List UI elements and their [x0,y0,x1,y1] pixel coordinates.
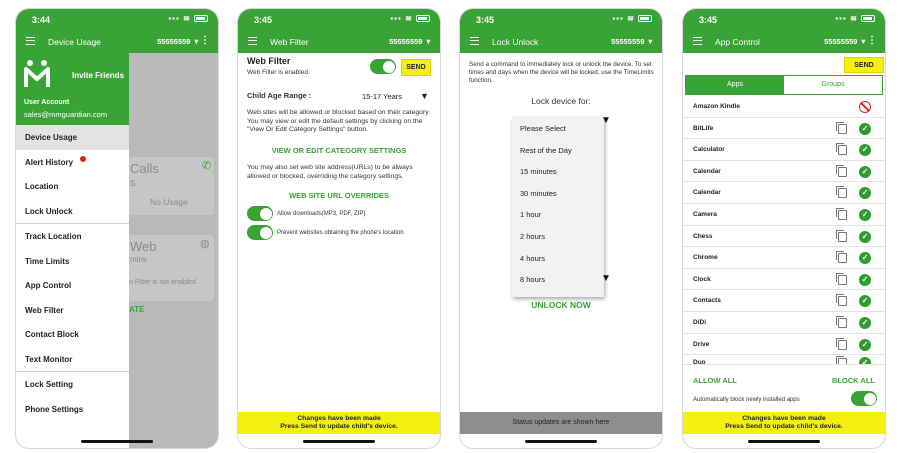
drawer-item-label: App Control [25,281,72,290]
app-bar [683,31,885,53]
tab-apps[interactable]: Apps [686,76,784,94]
device-id: 55555559 [611,37,645,46]
drawer-item-label: Contact Block [25,330,79,339]
copy-icon[interactable] [838,145,847,155]
copy-icon[interactable] [838,340,847,350]
url-overrides-button[interactable]: WEB SITE URL OVERRIDES [289,191,389,200]
phone-app-control [682,8,886,449]
allowed-check-icon[interactable]: ✓ [859,252,871,264]
allow-downloads-toggle[interactable] [247,206,273,221]
update-link: ATE [129,305,145,314]
app-bar [460,31,662,53]
status-bar [683,9,885,31]
page-title: Device Usage [48,37,101,47]
app-row-calendar [683,161,885,183]
menu-icon[interactable] [248,37,257,45]
allowed-check-icon[interactable]: ✓ [859,123,871,135]
allowed-check-icon[interactable]: ✓ [859,295,871,307]
device-id: 55555559 [389,37,423,46]
drawer-item-label: Phone Settings [25,404,84,414]
changes-banner [683,412,885,434]
menu-icon[interactable] [693,37,702,45]
copy-icon[interactable] [838,210,847,220]
device-selector[interactable]: 55555559 ▼ [824,37,867,46]
tab-groups[interactable]: Groups [784,76,882,94]
menu-icon[interactable] [470,37,479,45]
status-updates-bar: Status updates are shown here [460,412,662,434]
home-indicator [748,440,820,443]
drawer-item-track-location[interactable] [16,224,129,249]
app-name: Chess [693,232,713,240]
app-name: Drive [693,340,710,348]
notification-dot [80,156,86,162]
calls-sub: s [130,177,136,189]
allowed-check-icon[interactable]: ✓ [859,317,871,329]
home-indicator [81,440,153,443]
url-override-description: You may also set web site address(URLs) to be always allowed or blocked, overriding the category settings. [247,164,413,180]
copy-icon[interactable] [838,188,847,198]
app-row-contacts [683,290,885,312]
drawer-item-device-usage[interactable] [16,125,129,150]
drawer-item-location[interactable] [16,174,129,199]
drawer-item-label: Lock Setting [25,380,74,389]
app-name: Clock [693,275,711,283]
web-filter-toggle[interactable] [370,59,396,74]
device-selector[interactable]: 55555559 ▼ [157,37,200,46]
copy-icon[interactable] [838,253,847,263]
home-indicator [525,440,597,443]
dropdown-option[interactable]: 15 minutes [520,167,557,177]
page-title: Web Filter [270,37,309,47]
web-note: n Filter is not enabled [129,279,196,286]
web-label: Web [130,239,157,254]
dropdown-option[interactable]: 8 hours [520,275,546,285]
status-icons: ▪▪▪ ≋ [168,14,208,23]
dropdown-option[interactable]: Please Select [520,124,566,133]
clock: 3:44 [32,15,51,25]
dropdown-arrow-icon: ▼ [601,115,611,126]
app-row-bitlife [683,118,885,140]
app-row-chess [683,226,885,248]
no-usage-text: No Usage [150,197,188,207]
app-row-amazon-kindle [683,96,885,118]
allowed-check-icon[interactable]: ✓ [859,187,871,199]
app-name: Camera [693,210,717,218]
dropdown-arrow-icon: ▼ [420,91,429,101]
dropdown-option[interactable]: 2 hours [520,231,546,241]
dropdown-option[interactable]: 30 minutes [520,188,557,198]
device-id: 55555559 [157,37,191,46]
allowed-check-icon[interactable]: ✓ [859,357,871,365]
drawer-item-label: Location [25,182,59,191]
dropdown-option[interactable]: 1 hour [520,210,542,220]
dropdown-option[interactable]: 4 hours [520,253,546,263]
lock-duration-dropdown[interactable] [512,117,604,297]
drawer-item-lock-setting[interactable] [16,372,129,397]
lock-device-label: Lock device for: [531,96,591,106]
battery-icon [861,15,875,22]
web-filter-content [238,53,440,448]
device-id: 55555559 [824,37,858,46]
lock-description: Send a command to immediately lock or unlock the device. To set times and days when the device will be locked, use the TimeLimits function. [469,61,654,84]
drawer-item-label: Text Monitor [25,354,73,364]
web-filter-heading: Web Filter [247,56,291,66]
changes-line-1: Changes have been made [297,415,381,422]
app-name: Duo [693,359,706,366]
blocked-icon[interactable] [859,101,871,113]
navigation-drawer [16,53,129,448]
mmguardian-logo-icon [24,59,50,89]
app-name: DiDi [693,318,706,326]
app-row-didi [683,312,885,334]
status-icons: ▪▪▪ ≋ [390,14,430,23]
allowed-check-icon[interactable]: ✓ [859,274,871,286]
battery-icon [194,15,208,22]
changes-line-1: Changes have been made [742,415,826,422]
prevent-location-toggle[interactable] [247,225,273,240]
age-range-select[interactable] [362,91,429,101]
drawer-item-alert-history[interactable] [16,150,129,175]
copy-icon[interactable] [838,318,847,328]
phone-web-filter [237,8,441,449]
drawer-item-phone-settings[interactable] [16,397,129,422]
allowed-check-icon[interactable]: ✓ [859,339,871,351]
dropdown-arrow-icon: ▼ [601,273,611,284]
app-bar [16,31,218,53]
allowed-check-icon[interactable]: ✓ [859,166,871,178]
app-name: Calculator [693,146,725,154]
allow-downloads-label: Allow downloads(MP3, PDF, ZIP) [277,211,366,217]
allowed-check-icon[interactable]: ✓ [859,209,871,221]
status-bar [238,9,440,31]
clock: 3:45 [254,15,273,25]
auto-block-label: Automatically block newly installed apps [693,397,800,403]
user-account-label: User Account [24,99,70,106]
drawer-item-time-limits[interactable] [16,249,129,274]
prevent-location-label: Prevent websites obtaining the phone's location [277,230,404,236]
page-title: App Control [715,37,760,47]
drawer-item-lock-unlock[interactable] [16,199,129,224]
status-icons: ▪▪▪ ≋ [612,14,652,23]
app-name: BitLife [693,124,714,132]
drawer-header [16,53,129,125]
device-selector[interactable]: 55555559 ▼ [611,37,654,46]
changes-line-2: Press Send to update child's device. [280,423,398,430]
age-range-value: 15-17 Years [362,92,403,101]
status-icons: ▪▪▪ ≋ [835,14,875,23]
web-filter-status: Web Filter is enabled. [247,69,310,76]
app-row-duo [683,355,885,365]
home-indicator [303,440,375,443]
send-button[interactable]: SEND [401,59,431,76]
copy-icon[interactable] [838,275,847,285]
drawer-item-label: Alert History [25,157,74,167]
copy-icon[interactable] [838,358,847,365]
drawer-item-label: Web Filter [25,305,64,315]
allow-all-button[interactable]: ALLOW ALL [693,376,737,385]
app-name: Calendar [693,167,721,175]
drawer-item-label: Lock Unlock [25,206,73,216]
status-bar [460,9,662,31]
app-row-calculator [683,139,885,161]
app-name: Calendar [693,189,721,197]
drawer-item-web-filter[interactable] [16,298,129,323]
drawer-item-text-monitor[interactable] [16,347,129,372]
battery-icon [416,15,430,22]
copy-icon[interactable] [838,296,847,306]
block-all-button[interactable]: BLOCK ALL [831,376,875,385]
changes-line-2: Press Send to update child's device. [725,423,843,430]
drawer-item-label: Time Limits [25,256,70,266]
app-name: Contacts [693,297,721,305]
invite-friends-link[interactable]: Invite Friends [72,71,125,80]
more-icon[interactable]: ⋮ [867,35,877,46]
app-name: Chrome [693,254,718,262]
globe-icon: ◍ [200,238,210,250]
page-title: Lock Unlock [492,37,539,47]
app-row-drive [683,334,885,356]
app-row-chrome [683,247,885,269]
send-button[interactable]: SEND [844,57,884,73]
status-bar [16,9,218,31]
clock: 3:45 [699,15,718,25]
more-icon[interactable]: ⋮ [200,35,210,46]
user-email: sales@mmguardian.com [24,110,108,119]
copy-icon[interactable] [838,167,847,177]
apps-groups-tabs [685,75,883,95]
clock: 3:45 [476,15,495,25]
category-description: Web sites will be allowed or blocked based on their category. You may view or edit the default settings by clicking on the "View Or Edit Category Settings" button. [247,109,430,133]
changes-banner [238,412,440,434]
age-range-label: Child Age Range : [247,91,312,100]
drawer-item-app-control[interactable] [16,273,129,298]
copy-icon[interactable] [838,232,847,242]
web-sub: mins [130,255,147,264]
app-row-camera [683,204,885,226]
drawer-item-label: Track Location [25,232,82,241]
menu-icon[interactable] [26,37,35,45]
drawer-item-label: Device Usage [25,133,78,142]
drawer-item-contact-block[interactable] [16,322,129,347]
app-bar [238,31,440,53]
app-name: Amazon Kindle [693,103,740,110]
view-edit-category-button[interactable]: VIEW OR EDIT CATEGORY SETTINGS [271,146,407,155]
calls-label: Calls [130,161,159,176]
allowed-check-icon[interactable]: ✓ [859,144,871,156]
app-list [683,96,885,365]
phone-device-usage [15,8,219,449]
dropdown-option[interactable]: Rest of the Day [520,145,572,155]
phone-lock-unlock [459,8,663,449]
auto-block-toggle[interactable] [851,391,877,406]
unlock-now-button[interactable]: UNLOCK NOW [531,300,591,310]
app-row-clock [683,269,885,291]
allowed-check-icon[interactable]: ✓ [859,231,871,243]
battery-icon [638,15,652,22]
phone-icon: ✆ [202,160,212,172]
app-row-calendar [683,182,885,204]
device-selector[interactable]: 55555559 ▼ [389,37,432,46]
copy-icon[interactable] [838,124,847,134]
